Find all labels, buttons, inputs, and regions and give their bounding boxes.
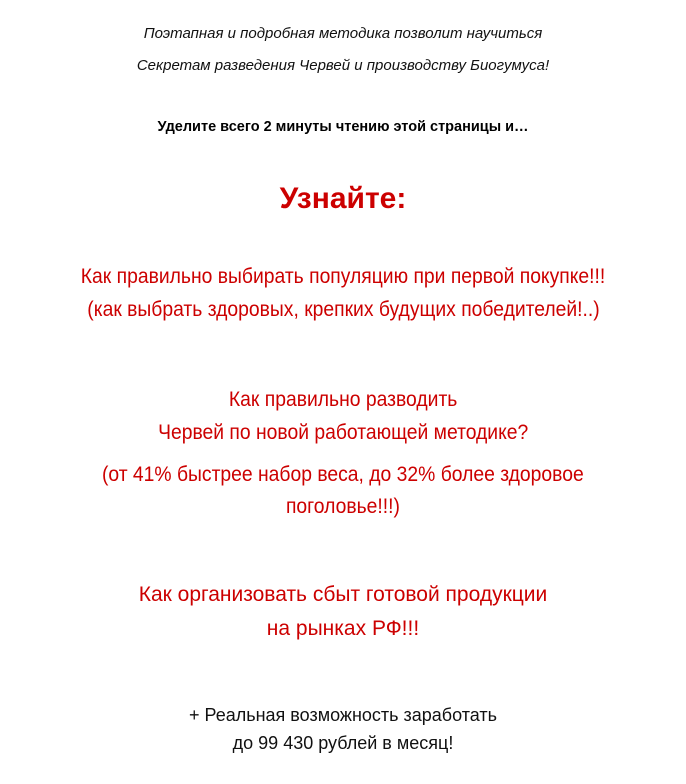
point-2-line-4: поголовье!!!) bbox=[285, 495, 400, 518]
intro-line-1: Поэтапная и подробная методика позволит научиться bbox=[143, 25, 543, 42]
bonus-line-1: + Реальная возможность заработать bbox=[188, 705, 498, 725]
headline: Узнайте: bbox=[279, 182, 407, 215]
point-2-line-1: Как правильно разводить bbox=[228, 388, 458, 411]
point-2-line-3: (от 41% быстрее набор веса, до 32% более здоровое bbox=[102, 463, 584, 486]
point-1-line-2: (как выбрать здоровых, крепких будущих победителей!..) bbox=[86, 298, 600, 321]
bonus-line-2: до 99 430 рублей в месяц! bbox=[232, 733, 454, 753]
point-3-line-2: на рынках РФ!!! bbox=[266, 617, 420, 640]
point-2-line-2: Червей по новой работающей методике? bbox=[157, 421, 529, 444]
point-1-line-1: Как правильно выбирать популяцию при первой покупке!!! bbox=[80, 265, 606, 288]
lead-text: Уделите всего 2 минуты чтению этой страницы и… bbox=[157, 119, 529, 135]
intro-line-2: Секретам разведения Червей и производству Биогумуса! bbox=[136, 57, 550, 74]
point-3-line-1: Как организовать сбыт готовой продукции bbox=[138, 583, 548, 606]
